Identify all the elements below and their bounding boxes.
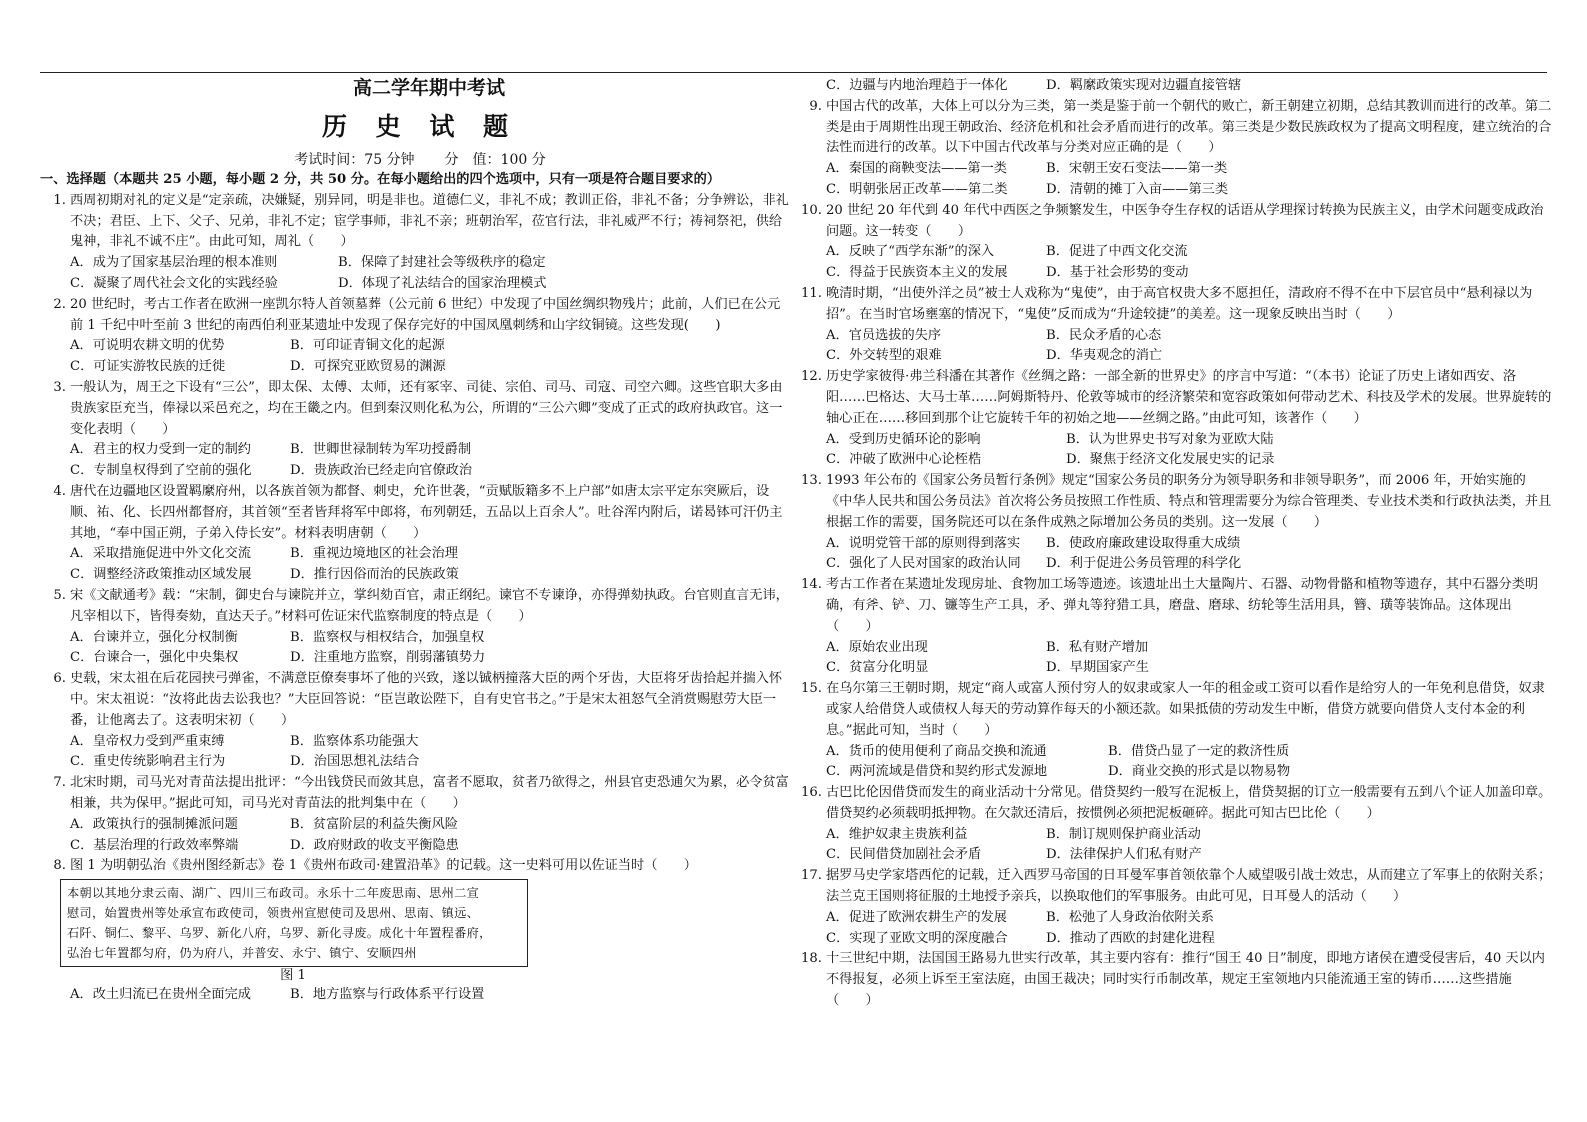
question-text: 1993 年公布的《国家公务员暂行条例》规定“国家公务员的职务分为领导职务和非领导职务”，而 2006 年，开始实施的《中华人民共和国公务员法》首次将公务员按照工作性质、特点和管理需要分为综合管理类、专业技术类和行政执法类，并且根据工作的需要，国务院还可以在条件成熟之际增加公务员的类别。这一发展（ ） <box>826 473 1552 530</box>
question-text: 十三世纪中期，法国国王路易九世实行改革，其主要内容有：推行“国王 40 日”制度，即地方诸侯在遭受侵害后，40 天以内不得报复，必须上诉至王室法庭，由国王裁决；同时实行币制改革，规定王室领地内只能流通王室的铸币……这些措施（ ） <box>826 951 1545 1009</box>
question-9: 9. 中国古代的改革，大体上可以分为三类，第一类是鉴于前一个朝代的败亡，新王朝建立初期，总结其教训而进行的改革。第二类是由于周期性出现王朝政治、经济危机和社会矛盾而进行的改革。第三类是少数民族政权为了提高文明程度，建立统治的合法性而进行的改革。以下中国古代改革与分类对应正确的是（ ） <box>809 98 1552 156</box>
exam-info <box>48 150 792 170</box>
right-column <box>801 76 1552 1012</box>
option: D．清朝的摊丁入亩——第三类 <box>1046 181 1229 197</box>
option: C．两河流域是借贷和契约形式发源地 <box>826 764 1048 780</box>
question-text: 在乌尔第三王朝时期，规定“商人或富人预付穷人的奴隶或家人一年的租金或工资可以看作是给穷人的一年免利息借贷，奴隶或家人给借贷人或债权人每天的劳动算作每天的小额还款。如果抵债的劳动发生中断，借贷方就要向借贷人支付本金的利息。”据此可知，当时（ ） <box>826 681 1545 738</box>
question-2-options <box>48 336 792 378</box>
option: C．外交转型的艰难 <box>826 348 942 364</box>
figure-line: 本朝以其地分隶云南、湖广、四川三布政司。永乐十二年废思南、思州二宣 <box>67 886 480 901</box>
option: A．货币的使用便利了商品交换和流通 <box>826 743 1047 759</box>
option: D．商业交换的形式是以物易物 <box>1108 764 1291 780</box>
question-1: 1. 西周初期对礼的定义是“定亲疏，决嫌疑，别异同，明是非也。道德仁义，非礼不成；教训正俗，非礼不备；分争辨讼，非礼不决；君臣、上下、父子、兄弟，非礼不定；宦学事师，非礼不亲；班朝治军，莅官行法，非礼威严不行；祷祠祭祀，供给鬼神，非礼不诚不庄”。由此可知，周礼（ ） <box>53 192 789 250</box>
option: B．松弛了人身政治依附关系 <box>1046 909 1214 925</box>
question-6-options <box>48 732 792 774</box>
option: A．可说明农耕文明的优势 <box>70 338 225 354</box>
section-heading: 一、选择题（本题共 25 小题，每小题 2 分，共 50 分。在每小题给出的四个选项中，只有一项是符合题目要求的） <box>40 172 721 187</box>
question-10-options <box>808 242 1552 284</box>
question-8-options-cont <box>808 76 1552 97</box>
option: B．民众矛盾的心态 <box>1046 327 1162 343</box>
question-17-options <box>808 908 1552 950</box>
question-12-options <box>808 430 1552 472</box>
subject-title: 历 史 试 题 <box>321 112 519 141</box>
option: B．重视边境地区的社会治理 <box>290 546 458 562</box>
exam-time: 考试时间：75 分钟 <box>294 152 415 168</box>
option: A．君主的权力受到一定的制约 <box>70 442 251 458</box>
option: C．民间借贷加剧社会矛盾 <box>826 847 982 863</box>
option: C．强化了人民对国家的政治认同 <box>826 556 1021 572</box>
question-text: 西周初期对礼的定义是“定亲疏，决嫌疑，别异同，明是非也。道德仁义，非礼不成；教训正俗，非礼不备；分争辨讼，非礼不决；君臣、上下、父子、兄弟，非礼不定；宦学事师，非礼不亲；班朝治军，莅官行法，非礼威严不行；祷祠祭祀，供给鬼神，非礼不诚不庄”。由此可知，周礼（ ） <box>70 192 789 250</box>
option: C．凝聚了周代社会文化的实践经验 <box>70 275 278 291</box>
option: B．世卿世禄制转为军功授爵制 <box>290 442 472 458</box>
question-text: 中国古代的改革，大体上可以分为三类，第一类是鉴于前一个朝代的败亡，新王朝建立初期，总结其教训而进行的改革。第二类是由于周期性出现王朝政治、经济危机和社会矛盾而进行的改革。第三类是少数民族政权为了提高文明程度，建立统治的合法性而进行的改革。以下中国古代改革与分类对应正确的是（ ） <box>826 98 1552 156</box>
option: D．可探究亚欧贸易的渊源 <box>290 359 446 375</box>
option: A．台谏并立，强化分权制衡 <box>70 629 238 645</box>
question-11-options <box>808 326 1552 368</box>
option: D．贵族政治已经走向官僚政治 <box>290 463 473 479</box>
question-text: 史载，宋太祖在后花园挟弓弹雀，不满意臣僚奏事坏了他的兴致，遂以铖柄撞落大臣的两个牙齿，大臣将牙齿拾起并揣入怀中。宋太祖说：“汝将此齿去讼我也？”大臣回答说：“臣岂敢讼陛下，自有史官书之。”于是宋太祖怒气全消赏赐慰劳大臣一番，让他离去了。这表明宋初（ ） <box>70 671 783 728</box>
question-text: 图 1 为明朝弘治《贵州图经新志》卷 1《贵州布政司·建置沿革》的记载。这一史料可用以佐证当时（ ） <box>70 858 697 874</box>
question-10: 10. 20 世纪 20 年代到 40 年代中西医之争频繁发生，中医争夺生存权的话语从学理探讨转换为民族主义，由学术问题变成政治问题。这一转变（ ） <box>801 202 1544 239</box>
option: B．可印证青铜文化的起源 <box>290 338 445 354</box>
option: A．官员选拔的失序 <box>826 327 942 343</box>
option: A．采取措施促进中外文化交流 <box>70 546 251 562</box>
option: B．监察权与相权结合，加强皇权 <box>290 629 485 645</box>
question-7-options <box>48 815 792 857</box>
option: C．台谏合一，强化中央集权 <box>70 650 239 666</box>
question-text: 宋《文献通考》载：“宋制，御史台与谏院并立，掌纠劾百官，肃正纲纪。谏官不专谏诤，亦得弹劾执政。台官则直言无讳，凡宰相以下，皆得奏劾，直达天子。”材料可佐证宋代监察制度的特点是（ ） <box>70 587 789 624</box>
question-12: 12. 历史学家彼得·弗兰科潘在其著作《丝绸之路：一部全新的世界史》的序言中写道：“（本书）论证了历史上诸如西安、洛阳……巴格达、大马士革……阿姆斯特丹、伦敦等城市的经济繁荣和宽容政策如何带动艺术、科技及学术的发展。世界旋转的轴心正在……移回到那个让它旋转千年的初始之地——丝绸之路。”由此可知，该著作（ ） <box>801 369 1552 426</box>
option: A．原始农业出现 <box>826 639 928 655</box>
figure-line: 慰司，始置贵州等处承宣布政使司，领贵州宣慰使司及思州、思南、镇远、 <box>67 906 480 921</box>
question-7: 7. 北宋时期，司马光对青苗法提出批评：“今出钱贷民而敛其息，富者不愿取，贫者乃欲得之，州县官吏恐逋欠为累，必令贫富相兼，共为保甲。”据此可知，司马光对青苗法的批判集中在（ ） <box>53 775 789 811</box>
option: B．认为世界史书写对象为亚欧大陆 <box>1066 431 1274 447</box>
option: B．促进了中西文化交流 <box>1046 244 1188 260</box>
question-3-options <box>48 440 792 482</box>
question-text: 历史学家彼得·弗兰科潘在其著作《丝绸之路：一部全新的世界史》的序言中写道：“（本书）论证了历史上诸如西安、洛阳……巴格达、大马士革……阿姆斯特丹、伦敦等城市的经济繁荣和宽容政策如何带动艺术、科技及学术的发展。世界旋转的轴心正在……移回到那个让它旋转千年的初始之地——丝绸之路。”由此可知，该著作（ ） <box>826 369 1552 426</box>
question-1-options <box>48 253 792 295</box>
question-11: 11. 晚清时期，“出使外洋之员”被士人戏称为“鬼使”，由于高官权贵大多不愿担任，清政府不得不在中下层官员中“悬利禄以为招”。在当时官场壅塞的情况下，“鬼使”反而成为“升途较捷”的美差。这一现象反映出当时（ ） <box>801 285 1533 322</box>
question-text: 20 世纪 20 年代到 40 年代中西医之争频繁发生，中医争夺生存权的话语从学理探讨转换为民族主义，由学术问题变成政治问题。这一转变（ ） <box>826 202 1544 239</box>
option: D．推行因俗而治的民族政策 <box>290 567 459 583</box>
option: B．地方监察与行政体系平行设置 <box>290 987 485 1003</box>
figure-line: 石阡、铜仁、黎平、乌罗、新化八府，乌罗、新化寻废。成化十年置程番府， <box>67 926 492 941</box>
option: D．政府财政的收支平衡隐患 <box>290 837 459 853</box>
option: B．使政府廉政建设取得重大成绩 <box>1046 535 1241 551</box>
question-8-options <box>48 985 792 1006</box>
question-6: 6. 史载，宋太祖在后花园挟弓弹雀，不满意臣僚奏事坏了他的兴致，遂以铖柄撞落大臣的两个牙齿，大臣将牙齿拾起并揣入怀中。宋太祖说：“汝将此齿去讼我也？”大臣回答说：“臣岂敢讼陛下，自有史官书之。”于是宋太祖怒气全消赏赐慰劳大臣一番，让他离去了。这表明宋初（ ） <box>53 671 783 728</box>
option: D．注重地方监察，削弱藩镇势力 <box>290 650 486 666</box>
option: D．早期国家产生 <box>1046 660 1149 676</box>
option: C．得益于民族资本主义的发展 <box>826 265 1008 281</box>
option: B．贫富阶层的利益失衡风险 <box>290 816 458 832</box>
figure-line: 弘治七年置都匀府，仍为府八，并普安、永宁、镇宁、安顺四州 <box>67 946 417 961</box>
question-text: 北宋时期，司马光对青苗法提出批评：“今出钱贷民而敛其息，富者不愿取，贫者乃欲得之，州县官吏恐逋欠为累，必令贫富相兼，共为保甲。”据此可知，司马光对青苗法的批判集中在（ ） <box>70 775 789 811</box>
option: A．改土归流已在贵州全面完成 <box>70 987 251 1003</box>
option: C．明朝张居正改革——第二类 <box>826 181 1008 197</box>
question-14-options <box>808 638 1552 680</box>
question-5: 5. 宋《文献通考》载：“宋制，御史台与谏院并立，掌纠劾百官，肃正纲纪。谏官不专谏诤，亦得弹劾执政。台官则直言无讳，凡宰相以下，皆得奏劾，直达天子。”材料可佐证宋代监察制度的特点是（ ） <box>53 587 789 624</box>
question-4-options <box>48 544 792 586</box>
question-text: 20 世纪时，考古工作者在欧洲一座凯尔特人首领墓葬（公元前 6 世纪）中发现了中国丝绸织物残片；此前，人们已在公元前 1 千纪中叶至前 3 世纪的南西伯利亚某遗址中发现了保存完好的中国凤凰刺绣和山字纹铜镜。这些发现( ) <box>70 296 781 333</box>
option: D．羁縻政策实现对边疆直接管辖 <box>1046 78 1242 93</box>
question-13: 13. 1993 年公布的《国家公务员暂行条例》规定“国家公务员的职务分为领导职务和非领导职务”，而 2006 年，开始实施的《中华人民共和国公务员法》首次将公务员按照工作性质、特点和管理需要分为综合管理类、专业技术类和行政执法类，并且根据工作的需要，国务院还可以在条件成熟之际增加公务员的类别。这一发展（ ） <box>801 473 1552 530</box>
option: B．私有财产增加 <box>1046 639 1149 655</box>
option: C．边疆与内地治理趋于一体化 <box>826 78 1008 93</box>
option: D．华夷观念的消亡 <box>1046 348 1163 364</box>
question-18: 18. 十三世纪中期，法国国王路易九世实行改革，其主要内容有：推行“国王 40 日”制度，即地方诸侯在遭受侵害后，40 天以内不得报复，必须上诉至王室法庭，由国王裁决；同时实行币制改革，规定王室领地内只能流通王室的铸币……这些措施（ ） <box>801 951 1545 1009</box>
question-4: 4. 唐代在边疆地区设置羁縻府州，以各族首领为都督、刺史，允许世袭，“贡赋版籍多不上户部”如唐太宗平定东突厥后，设顺、祐、化、长四州都督府，其首领“至者皆拜将军中郎将，布列朝廷，五品以上百余人”。吐谷浑内附后，诺曷钵可汗仍主其地，“奉中国正朔，子弟入侍长安”。材料表明唐朝（ ） <box>53 483 783 541</box>
question-16: 16. 古巴比伦因借贷而发生的商业活动十分常见。借贷契约一般写在泥板上，借贷契据的订立一般需要有五到八个证人加盖印章。借贷契约必须载明抵押物。在欠款还清后，按惯例必须把泥板砸碎。据此可知古巴比伦（ ） <box>801 785 1552 821</box>
option: A．促进了欧洲农耕生产的发展 <box>826 909 1007 925</box>
option: B．监察体系功能强大 <box>290 733 419 749</box>
question-8: 8. 图 1 为明朝弘治《贵州图经新志》卷 1《贵州布政司·建置沿革》的记载。这一史料可用以佐证当时（ ） <box>53 858 697 874</box>
question-14: 14. 考古工作者在某遗址发现房址、食物加工场等遗迹。该遗址出土大量陶片、石器、动物骨骼和植物等遗存，其中石器分类明确，有斧、铲、刀、镰等生产工具，矛、弹丸等狩猎工具，磨盘、磨球、纺轮等生活用具，簪、璜等装饰品。这体现出（ ） <box>801 577 1539 634</box>
option: C．重史传统影响君主行为 <box>70 754 226 770</box>
option: C．调整经济政策推动区域发展 <box>70 567 252 583</box>
question-15: 15. 在乌尔第三王朝时期，规定“商人或富人预付穷人的奴隶或家人一年的租金或工资可以看作是给穷人的一年免利息借贷，奴隶或家人给借贷人或债权人每天的劳动算作每天的小额还款。如果抵债的劳动发生中断，借贷方就要向借贷人支付本金的利息。”据此可知，当时（ ） <box>801 681 1545 738</box>
option: D．基于社会形势的变动 <box>1046 265 1189 281</box>
question-text: 据罗马史学家塔西佗的记载，迁入西罗马帝国的日耳曼军事首领依靠个人威望吸引战士效忠，从而建立了军事上的依附关系；法兰克王国则将征服的土地授予亲兵，以换取他们的军事服务。由此可见，日耳曼人的活动（ ） <box>826 868 1552 905</box>
left-column <box>40 76 792 1006</box>
option: A．反映了“西学东渐”的深入 <box>826 244 995 260</box>
option: C．实现了亚欧文明的深度融合 <box>826 930 1008 946</box>
option: A．秦国的商鞅变法——第一类 <box>826 161 1007 177</box>
exam-title: 高二学年期中考试 <box>352 77 505 99</box>
figure-caption: 图 1 <box>280 968 306 984</box>
question-text: 一般认为，周王之下设有“三公”，即太保、太傅、太师，还有冢宰、司徒、宗伯、司马、司寇、司空六卿。这些官职大多由贵族家臣充当，俸禄以采邑充之，均在王畿之内。但到秦汉则化私为公，所谓的“三公六卿”变成了正式的政府执政官。这一变化表明（ ） <box>70 379 783 437</box>
option: C．冲破了欧洲中心论桎梏 <box>826 452 982 468</box>
option: B．制订规则保护商业活动 <box>1046 826 1201 842</box>
option: D．体现了礼法结合的国家治理模式 <box>338 275 547 291</box>
option: C．贫富分化明显 <box>826 660 929 676</box>
question-text: 古巴比伦因借贷而发生的商业活动十分常见。借贷契约一般写在泥板上，借贷契据的订立一般需要有五到八个证人加盖印章。借贷契约必须载明抵押物。在欠款还清后，按惯例必须把泥板砸碎。据此可知古巴比伦（ ） <box>826 785 1552 821</box>
option: C．基层治理的行政效率弊端 <box>70 837 239 853</box>
question-5-options <box>48 628 792 670</box>
option: D．治国思想礼法结合 <box>290 754 420 770</box>
option: D．利于促进公务员管理的科学化 <box>1046 556 1242 572</box>
question-2: 2. 20 世纪时，考古工作者在欧洲一座凯尔特人首领墓葬（公元前 6 世纪）中发现了中国丝绸织物残片；此前，人们已在公元前 1 千纪中叶至前 3 世纪的南西伯利亚某遗址中发现了保存完好的中国凤凰刺绣和山字纹铜镜。这些发现( ) <box>53 296 781 333</box>
option: A．政策执行的强制摊派问题 <box>70 816 238 832</box>
option: D．推动了西欧的封建化进程 <box>1046 930 1215 946</box>
option: D．法律保护人们私有财产 <box>1046 847 1202 863</box>
question-text: 唐代在边疆地区设置羁縻府州，以各族首领为都督、刺史，允许世袭，“贡赋版籍多不上户部”如唐太宗平定东突厥后，设顺、祐、化、长四州都督府，其首领“至者皆拜将军中郎将，布列朝廷，五品以上百余人”。吐谷浑内附后，诺曷钵可汗仍主其地，“奉中国正朔，子弟入侍长安”。材料表明唐朝（ ） <box>70 483 783 541</box>
option: D．聚焦于经济文化发展史实的记录 <box>1066 452 1275 468</box>
question-15-options <box>808 742 1552 784</box>
figure-1-box <box>60 879 528 967</box>
question-3: 3. 一般认为，周王之下设有“三公”，即太保、太傅、太师，还有冢宰、司徒、宗伯、司马、司寇、司空六卿。这些官职大多由贵族家臣充当，俸禄以采邑充之，均在王畿之内。但到秦汉则化私为公，所谓的“三公六卿”变成了正式的政府执政官。这一变化表明（ ） <box>53 379 783 437</box>
question-text: 晚清时期，“出使外洋之员”被士人戏称为“鬼使”，由于高官权贵大多不愿担任，清政府不得不在中下层官员中“悬利禄以为招”。在当时官场壅塞的情况下，“鬼使”反而成为“升途较捷”的美差。这一现象反映出当时（ ） <box>826 285 1533 322</box>
option: A．说明党管干部的原则得到落实 <box>826 535 1021 551</box>
option: A．成为了国家基层治理的根本准则 <box>70 255 278 271</box>
option: A．维护奴隶主贵族利益 <box>826 826 968 842</box>
exam-score: 分 值：100 分 <box>444 152 546 168</box>
option: C．专制皇权得到了空前的强化 <box>70 463 252 479</box>
option: B．保障了封建社会等级秩序的稳定 <box>338 255 546 271</box>
question-17: 17. 据罗马史学家塔西佗的记载，迁入西罗马帝国的日耳曼军事首领依靠个人威望吸引战士效忠，从而建立了军事上的依附关系；法兰克王国则将征服的土地授予亲兵，以换取他们的军事服务。由此可见，日耳曼人的活动（ ） <box>801 868 1552 905</box>
option: A．皇帝权力受到严重束缚 <box>70 733 225 749</box>
option: C．可证实游牧民族的迁徙 <box>70 359 226 375</box>
header-rule <box>40 72 1547 73</box>
question-16-options <box>808 825 1552 867</box>
question-text: 考古工作者在某遗址发现房址、食物加工场等遗迹。该遗址出土大量陶片、石器、动物骨骼和植物等遗存，其中石器分类明确，有斧、铲、刀、镰等生产工具，矛、弹丸等狩猎工具，磨盘、磨球、纺轮等生活用具，簪、璜等装饰品。这体现出（ ） <box>826 577 1539 634</box>
option: B．宋朝王安石变法——第一类 <box>1046 161 1228 177</box>
option: A．受到历史循环论的影响 <box>826 431 981 447</box>
option: B．借贷凸显了一定的救济性质 <box>1108 743 1290 759</box>
question-9-options <box>808 159 1552 201</box>
question-13-options <box>808 534 1552 576</box>
